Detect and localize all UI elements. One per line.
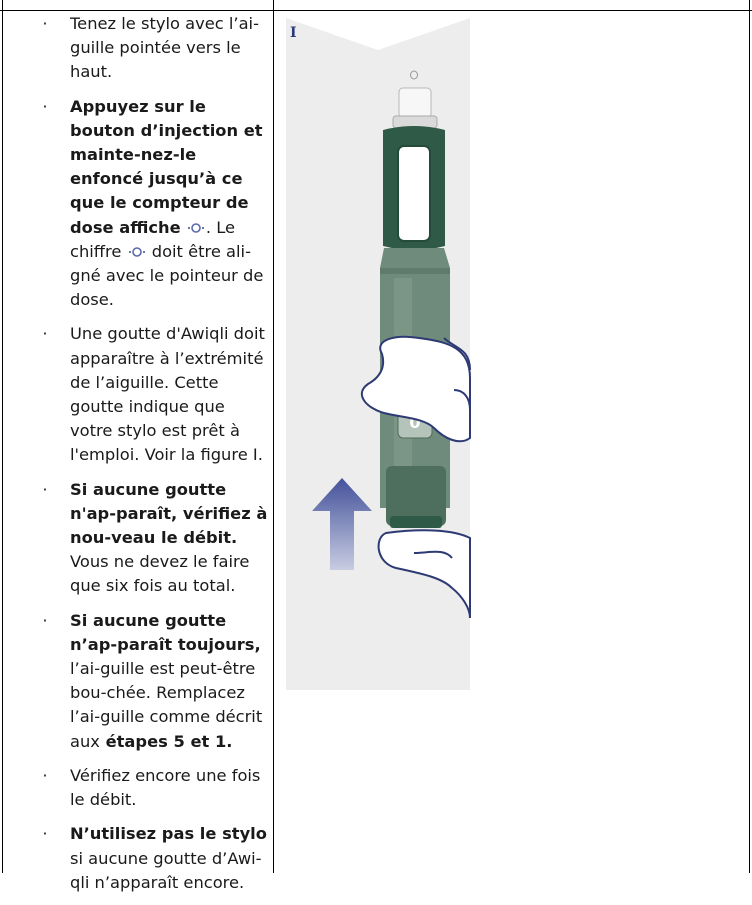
instruction-text: . Le chiffre [70,217,236,261]
figure-i [284,18,472,690]
table-border-middle [273,0,274,873]
zero-dose-icon [186,221,206,235]
instruction-item [0,764,270,812]
bullet-marker: · [42,824,48,844]
instruction-item [0,609,270,754]
instruction-item [0,322,270,467]
instruction-item [0,478,270,599]
instruction-text-bold: étapes 5 et 1. [99,731,233,751]
pen-window [398,146,430,241]
bullet-marker: · [42,324,48,344]
instruction-text-bold: Appuyez sur le bouton d’injection et mainte-nez-le enfoncé jusqu’à ce que le compteur de dose affiche [70,96,263,237]
instruction-text: l’ai-guille est peut-être bou-chée. Remplacez l’ai-guille comme décrit aux [70,659,263,751]
bullet-marker: · [42,765,48,785]
bullet-marker: · [42,96,48,116]
needle-hub [399,88,431,118]
instruction-text-bold: Si aucune goutte n'ap-paraît, vérifiez à nou-veau le débit. [70,479,268,548]
pen-push-button [390,516,442,528]
pen-illustration [284,18,472,690]
instruction-item [0,12,270,85]
instruction-text: Vous ne devez le faire que six fois au total. [70,552,250,596]
zero-dose-icon [127,245,147,259]
instruction-text-bold: N’utilisez pas le stylo [70,824,267,844]
table-border-top [0,10,752,11]
instruction-text-bold: Si aucune goutte n’ap-paraît toujours, [70,610,261,654]
bullet-marker: · [42,14,48,33]
instruction-text: si aucune goutte d’Awi-qli n’apparaît encore. [70,848,262,892]
instruction-text: Tenez le stylo avec l’ai-guille pointée vers le haut. [70,14,259,82]
dose-counter-value: 0 [409,413,421,432]
bullet-marker: · [42,610,48,630]
pen-band [380,268,450,274]
instruction-item [0,822,270,895]
instruction-text: doit être ali-gné avec le pointeur de dose. [70,241,264,310]
figure-label: I [290,25,297,41]
instruction-text: Une goutte d'Awiqli doit apparaître à l’extrémité de l’aiguille. Cette goutte indique que votre stylo est prêt à l'emploi. Voir la figure I. [70,324,265,465]
instruction-item [0,95,270,313]
instruction-list [0,12,272,905]
instruction-text: Vérifiez encore une fois le débit. [70,765,261,810]
bullet-marker: · [42,479,48,499]
table-border-right [749,0,750,873]
